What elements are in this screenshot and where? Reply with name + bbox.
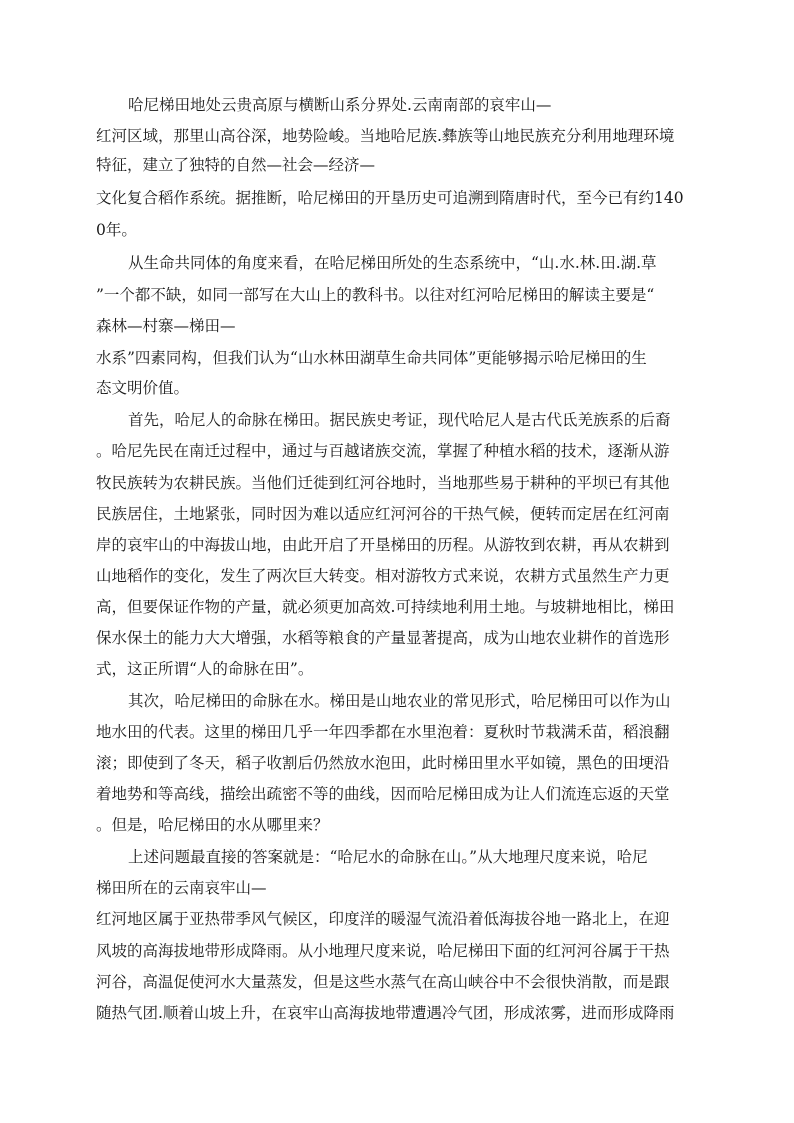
text-line: 高，但要保证作物的产量，就必须更加高效.可持续地利用土地。与坡耕地相比，梯田 [96, 598, 675, 616]
text-line: 梯田所在的云南哀牢山— [96, 879, 267, 897]
text-line: 风坡的高海拔地带形成降雨。从小地理尺度来说，哈尼梯田下面的红河河谷属于干热 [96, 942, 670, 960]
text-line: 地水田的代表。这里的梯田几乎一年四季都在水里泡着：夏秋时节栽满禾苗，稻浪翻 [96, 723, 670, 741]
text-line: 滚；即使到了冬天，稻子收割后仍然放水泡田，此时梯田里水平如镜，黑色的田埂沿 [96, 754, 670, 772]
text-line: 保水保土的能力大大增强，水稻等粮食的产量显著提高，成为山地农业耕作的首选形 [96, 629, 670, 647]
text-line: 山地稻作的变化，发生了两次巨大转变。相对游牧方式来说，农耕方式虽然生产力更 [96, 567, 670, 585]
text-line: 水系”四素同构，但我们认为“山水林田湖草生命共同体”更能够揭示哈尼梯田的生 [96, 349, 647, 367]
text-line: 特征，建立了独特的自然—社会—经济— [96, 156, 376, 174]
text-line: 其次，哈尼梯田的命脉在水。梯田是山地农业的常见形式，哈尼梯田可以作为山 [128, 692, 671, 710]
text-line: 着地势和等高线，描绘出疏密不等的曲线，因而哈尼梯田成为让人们流连忘返的天堂 [96, 785, 670, 803]
text-line: 红河区域，那里山高谷深，地势险峻。当地哈尼族.彝族等山地民族充分利用地理环境 [96, 127, 675, 145]
text-line: 上述问题最直接的答案就是：“哈尼水的命脉在山。”从大地理尺度来说，哈尼 [128, 848, 648, 866]
text-line: 哈尼梯田地处云贵高原与横断山系分界处.云南南部的哀牢山— [128, 96, 552, 114]
text-line: 。哈尼先民在南迁过程中，通过与百越诸族交流，掌握了种植水稻的技术，逐渐从游 [96, 442, 670, 460]
text-line: 态文明价值。 [96, 379, 190, 397]
text-line: ”一个都不缺，如同一部写在大山上的教科书。以往对红河哈尼梯田的解读主要是“ [96, 286, 655, 304]
text-line: 牧民族转为农耕民族。当他们迁徙到红河谷地时，当地那些易于耕种的平坝已有其他 [96, 474, 670, 492]
text-line: 森林—村寨—梯田— [96, 317, 236, 335]
text-line: 岸的哀牢山的中海拔山地，由此开启了开垦梯田的历程。从游牧到农耕，再从农耕到 [96, 536, 670, 554]
text-line: 首先，哈尼人的命脉在梯田。据民族史考证，现代哈尼人是古代氐羌族系的后裔 [128, 411, 671, 429]
text-line: 0年。 [96, 221, 137, 239]
text-line: 红河地区属于亚热带季风气候区，印度洋的暖湿气流沿着低海拔谷地一路北上，在迎 [96, 910, 670, 928]
text-line: 随热气团.顺着山坡上升，在哀牢山高海拔地带遭遇冷气团，形成浓雾，进而形成降雨 [96, 1004, 675, 1022]
text-line: 从生命共同体的角度来看，在哈尼梯田所处的生态系统中，“山.水.林.田.湖.草 [128, 254, 657, 272]
text-line: 式，这正所谓“人的命脉在田”。 [96, 660, 314, 678]
text-line: 民族居住，土地紧张，同时因为难以适应红河河谷的干热气候，便转而定居在红河南 [96, 505, 670, 523]
text-line: 。但是，哈尼梯田的水从哪里来？ [96, 816, 329, 834]
text-line: 文化复合稻作系统。据推断，哈尼梯田的开垦历史可追溯到隋唐时代，至今已有约140 [96, 189, 684, 207]
text-line: 河谷，高温促使河水大量蒸发，但是这些水蒸气在高山峡谷中不会很快消散，而是跟 [96, 973, 670, 991]
